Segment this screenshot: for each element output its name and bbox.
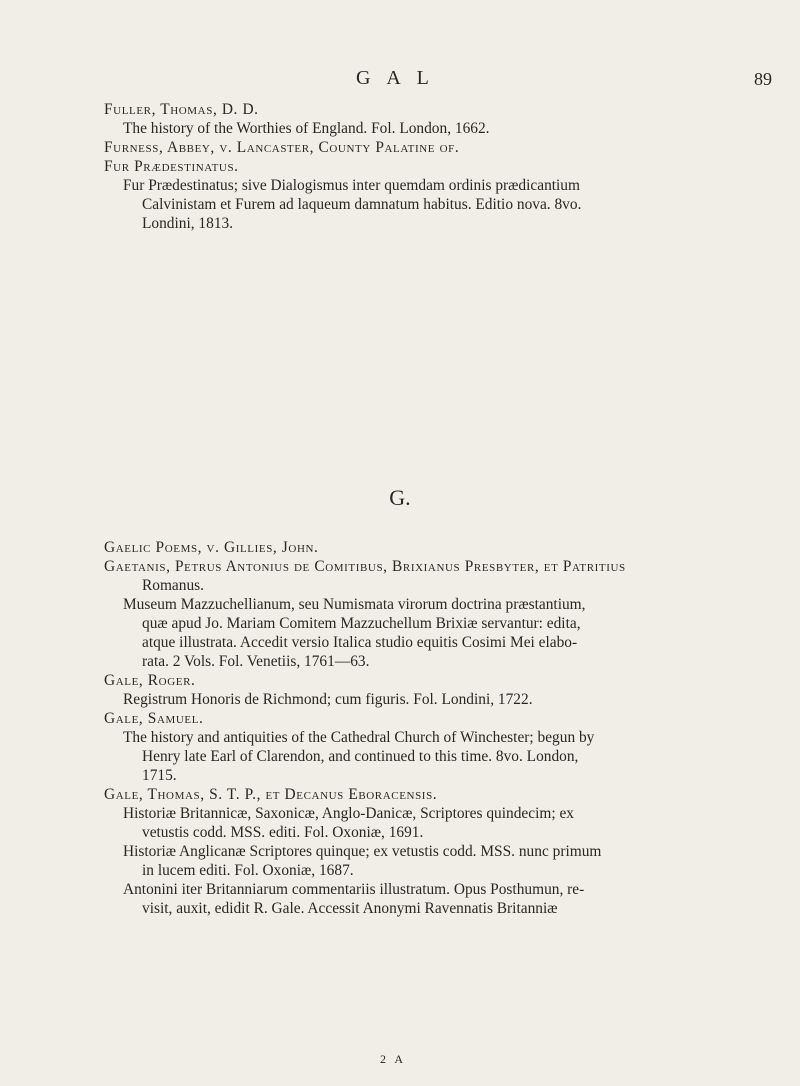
- entry-gaelic-poems: [104, 538, 704, 557]
- work-line: Calvinistam et Furem ad laqueum damnatum habitus. Editio nova. 8vo.: [142, 196, 582, 213]
- work-line: 1715.: [142, 767, 177, 784]
- work-line: quæ apud Jo. Mariam Comitem Mazzuchellum Brixiæ servantur: edita,: [142, 615, 581, 632]
- entry-heading: Fuller, Thomas, D. D.: [104, 101, 259, 118]
- entry-gale-thomas: [104, 785, 704, 918]
- running-head-letters: G A L: [356, 67, 435, 89]
- page-number: 89: [754, 69, 772, 89]
- entry-heading: Gale, Samuel.: [104, 710, 204, 727]
- entry-gaetanis: [104, 557, 704, 671]
- entry-heading: Gale, Thomas, S. T. P., et Decanus Eboracensis.: [104, 786, 438, 803]
- signature-mark: 2 A: [380, 1052, 407, 1066]
- entry-heading-cont: Romanus.: [142, 577, 204, 594]
- work-line: visit, auxit, edidit R. Gale. Accessit Anonymi Ravennatis Britanniæ: [142, 900, 558, 917]
- work-line: Londini, 1813.: [142, 215, 234, 232]
- work-line: in lucem editi. Fol. Oxoniæ, 1687.: [142, 862, 354, 879]
- entry-heading: Fur Prædestinatus.: [104, 158, 239, 175]
- section-g: [104, 538, 704, 918]
- entry-gale-roger: [104, 671, 704, 709]
- section-f: [104, 100, 704, 233]
- entry-heading: Gaelic Poems, v. Gillies, John.: [104, 539, 319, 556]
- work-line: Registrum Honoris de Richmond; cum figuris. Fol. Londini, 1722.: [123, 691, 533, 708]
- entry-heading: Gaetanis, Petrus Antonius de Comitibus, Brixianus Presbyter, et Patritius: [104, 558, 626, 575]
- entry-fuller: [104, 100, 704, 138]
- entry-fur-praedestinatus: [104, 157, 704, 233]
- section-letter-g: G.: [389, 485, 411, 510]
- entry-heading: Furness, Abbey, v. Lancaster, County Palatine of.: [104, 139, 460, 156]
- work-line: Henry late Earl of Clarendon, and continued to this time. 8vo. London,: [142, 748, 579, 765]
- entry-furness: [104, 138, 704, 157]
- work-line: Fur Prædestinatus; sive Dialogismus inter quemdam ordinis prædicantium: [123, 177, 580, 194]
- work-line: vetustis codd. MSS. editi. Fol. Oxoniæ, 1691.: [142, 824, 424, 841]
- work-line: rata. 2 Vols. Fol. Venetiis, 1761—63.: [142, 653, 370, 670]
- work-line: The history of the Worthies of England. Fol. London, 1662.: [123, 120, 490, 137]
- entry-gale-samuel: [104, 709, 704, 785]
- work-line: Historiæ Britannicæ, Saxonicæ, Anglo-Danicæ, Scriptores quindecim; ex: [123, 805, 574, 822]
- work-line: Museum Mazzuchellianum, seu Numismata virorum doctrina præstantium,: [123, 596, 586, 613]
- entry-heading: Gale, Roger.: [104, 672, 196, 689]
- work-line: atque illustrata. Accedit versio Italica studio equitis Cosimi Mei elabo-: [142, 634, 578, 651]
- work-line: The history and antiquities of the Cathedral Church of Winchester; begun by: [123, 729, 595, 746]
- work-line: Historiæ Anglicanæ Scriptores quinque; ex vetustis codd. MSS. nunc primum: [123, 843, 602, 860]
- work-line: Antonini iter Britanniarum commentariis illustratum. Opus Posthumun, re-: [123, 881, 585, 898]
